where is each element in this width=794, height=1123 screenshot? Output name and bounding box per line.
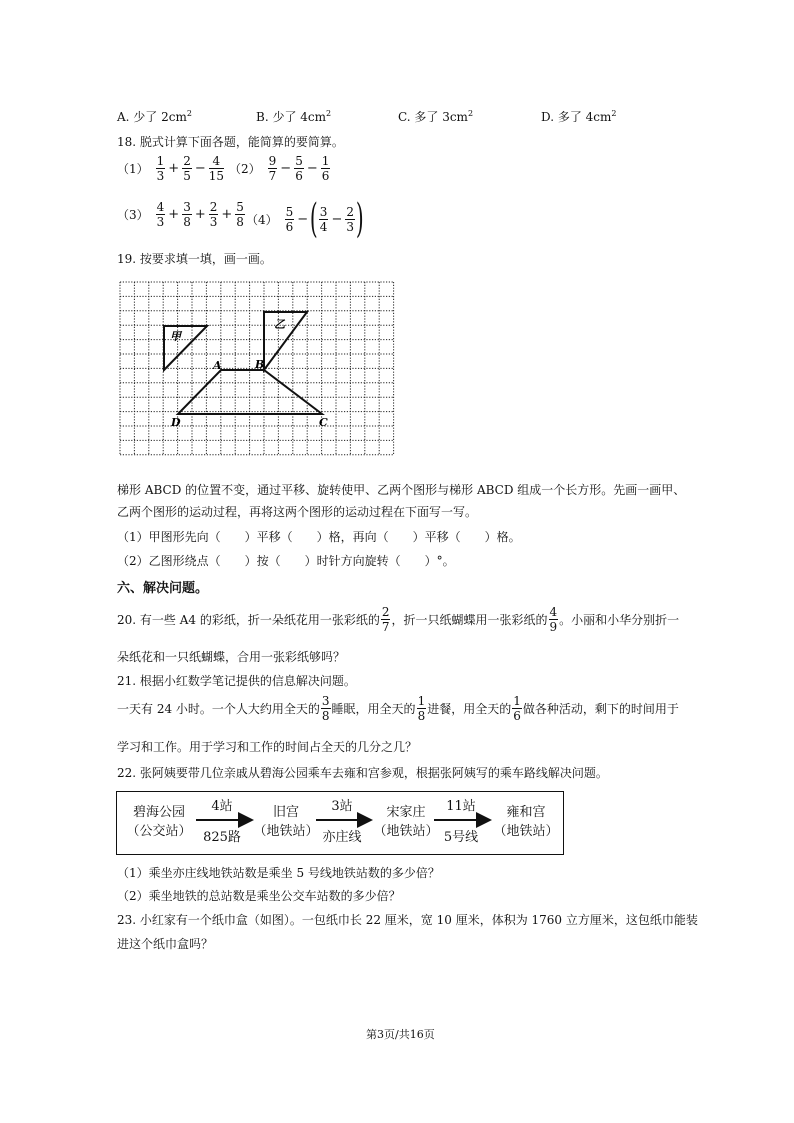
grid-figure: [116, 276, 400, 466]
q21-title: 21. 根据小红数学笔记提供的信息解决问题。: [117, 674, 356, 688]
q22-title: 22. 张阿姨要带几位亲戚从碧海公园乘车去雍和宫参观，根据张阿姨写的乘车路线解决问题。: [117, 766, 608, 780]
q18-problem-4: （4） $\frac{5}{6}$ − ( $\frac{3}{4}$ − $\frac{2}{3}$ ): [246, 196, 364, 242]
q21-line1: 一天有 24 小时。一个人大约用全天的 $\frac{3}{8}$ 睡眠，用全天的 $\frac{1}{8}$ 进餐，用全天的 $\frac{1}{6}$ 做各种活动，剩下的时间用于: [117, 694, 679, 723]
stop-3-type: （地铁站）: [373, 824, 439, 839]
q20-line2: 朵纸花和一只纸蝴蝶，合用一张彩纸够吗？: [117, 650, 346, 664]
option-d: D. 多了 $4cm^2$: [541, 109, 617, 124]
q19-desc-line1: 梯形 ABCD 的位置不变，通过平移、旋转使甲、乙两个图形与梯形 ABCD 组成一个长方形。先画一画甲、: [117, 483, 686, 497]
q21-line2: 学习和工作。用于学习和工作的时间占全天的几分之几？: [117, 740, 418, 754]
q18-problem-2: （2） $\frac{9}{7}$ − $\frac{5}{6}$ − $\frac{1}{6}$: [229, 154, 330, 183]
q23-line2: 进这个纸巾盒吗？: [117, 937, 214, 951]
stop-2-type: （地铁站）: [253, 824, 319, 839]
q20-line1: 20. 有一些 A4 的彩纸，折一朵纸花用一张彩纸的 $\frac{2}{7}$ ，折一只纸蝴蝶用一张彩纸的 $\frac{4}{9}$ 。小丽和小华分别折一: [117, 605, 680, 634]
stop-3-name: 宋家庄: [386, 805, 426, 820]
q18-problem-3: （3） $\frac{4}{3}$ + $\frac{3}{8}$ + $\frac{2}{3}$ + $\frac{5}{8}$: [117, 200, 244, 229]
label-jia: 甲: [170, 330, 181, 343]
leg-2-line: 亦庄线: [322, 830, 362, 845]
page-footer: 第3页/共16页: [366, 1028, 435, 1041]
label-a: A: [213, 359, 222, 372]
leg-1-line: 825路: [203, 830, 241, 845]
q19-title: 19. 按要求填一填，画一画。: [117, 252, 272, 266]
section-title: 六、解决问题。: [117, 581, 209, 596]
q19-fill-2: （2）乙图形绕点（ ）按（ ）时针方向旋转（ ）°。: [117, 554, 455, 568]
leg-2-count: 3站: [331, 799, 353, 814]
shape-yi: [264, 312, 307, 370]
stop-1-name: 碧海公园: [132, 805, 186, 820]
q18-title: 18. 脱式计算下面各题，能简算的要简算。: [117, 135, 344, 149]
q22-sub-2: （2）乘坐地铁的总站数是乘坐公交车站数的多少倍？: [117, 889, 401, 903]
stop-4-name: 雍和宫: [506, 805, 546, 820]
stop-2-name: 旧宫: [272, 805, 300, 820]
label-c: C: [319, 416, 328, 429]
option-a: A. 少了 $2cm^2$: [117, 109, 192, 124]
q19-fill-1: （1）甲图形先向（ ）平移（ ）格，再向（ ）平移（ ）格。: [117, 530, 521, 544]
option-b: B. 少了 $4cm^2$: [256, 109, 332, 124]
leg-1-count: 4站: [211, 799, 233, 814]
stop-4-type: （地铁站）: [493, 824, 559, 839]
label-d: D: [171, 416, 181, 429]
q23-line1: 23. 小红家有一个纸巾盒（如图）。一包纸巾长 22 厘米，宽 10 厘米，体积为 1760 立方厘米，这包纸巾能装: [117, 913, 698, 927]
option-c: C. 多了 $3cm^2$: [398, 109, 474, 124]
leg-3-line: 5号线: [443, 830, 479, 845]
q18-problem-1: （1） $\frac{1}{3}$ + $\frac{2}{5}$ − $\frac{4}{15}$: [117, 154, 225, 183]
label-yi: 乙: [274, 318, 285, 331]
label-b: B: [255, 358, 265, 371]
leg-3-count: 11站: [446, 799, 476, 814]
q19-desc-line2: 乙两个图形的运动过程，再将这两个图形的运动过程在下面写一写。: [117, 505, 478, 519]
stop-1-type: （公交站）: [126, 824, 192, 839]
q22-sub-1: （1）乘坐亦庄线地铁站数是乘坐 5 号线地铁站数的多少倍？: [117, 866, 440, 880]
